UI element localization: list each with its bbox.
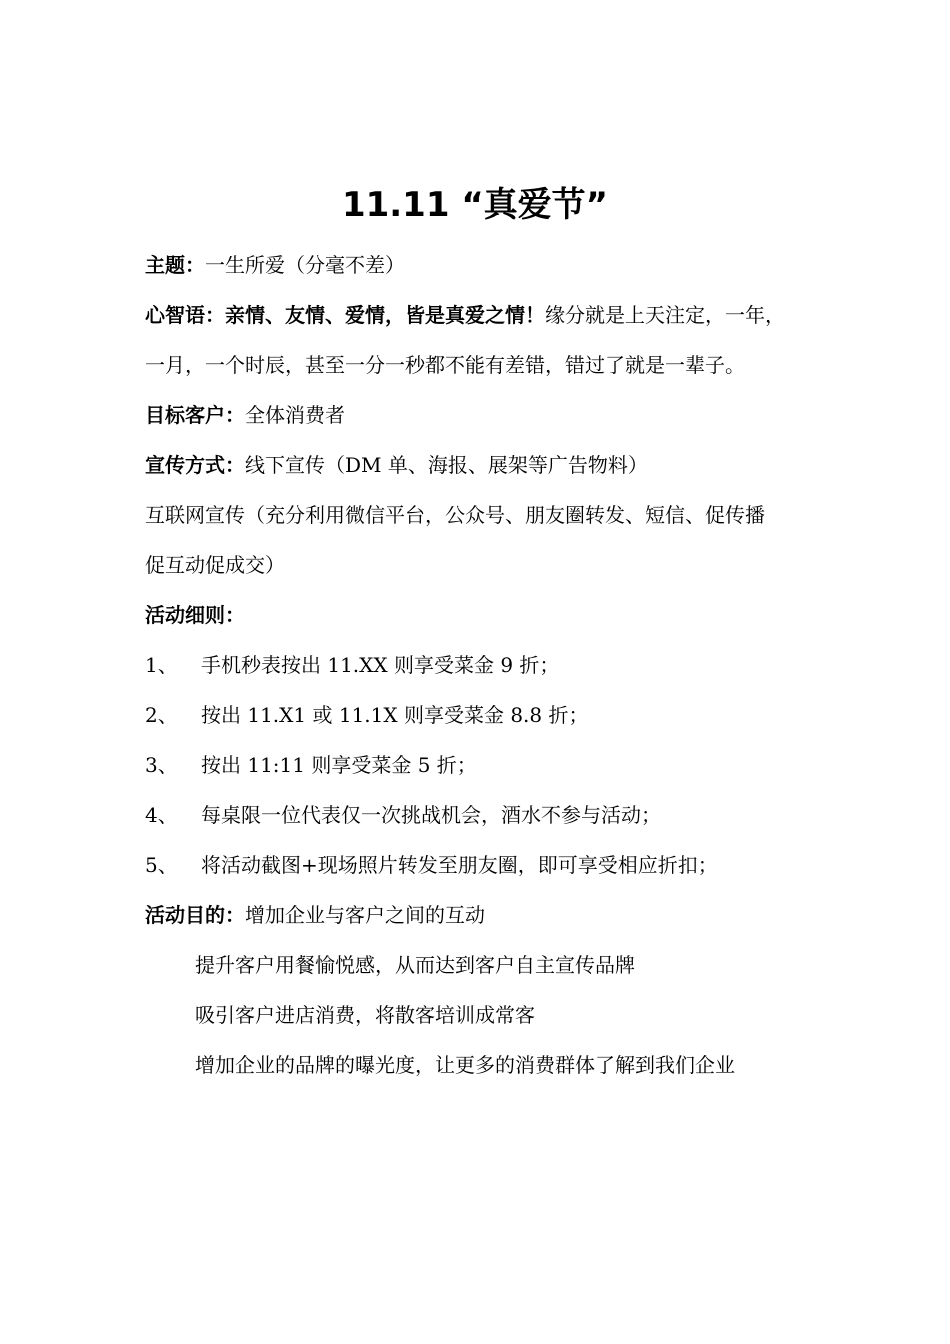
theme-value: 一生所爱（分毫不差） [205,253,405,277]
promotion-online-2: 促互动促成交） [145,553,285,577]
purpose-line [145,900,485,930]
rules-heading [145,600,245,630]
rule-item [145,800,661,830]
target-value: 全体消费者 [245,403,345,427]
motto-label: 心智语：亲情、友情、爱情，皆是真爱之情！ [145,303,545,327]
rule-item [145,750,477,780]
target-label: 目标客户： [145,403,245,427]
purpose-item: 吸引客户进店消费，将散客培训成常客 [195,1003,535,1027]
purpose-line [195,1050,735,1080]
purpose-line [195,1000,535,1030]
rule-number: 3、 [145,753,178,777]
rule-text: 每桌限一位代表仅一次挑战机会，酒水不参与活动； [201,803,661,827]
rule-number: 5、 [145,853,178,877]
theme-line [145,250,405,280]
motto-text-1: 缘分就是上天注定，一年， [545,303,785,327]
promotion-line [145,450,648,480]
purpose-item: 增加企业与客户之间的互动 [245,903,485,927]
purpose-line [195,950,635,980]
promotion-online-line-1 [145,500,765,530]
motto-text-2: 一月，一个时辰，甚至一分一秒都不能有差错，错过了就是一辈子。 [145,353,745,377]
rule-number: 2、 [145,703,178,727]
rule-item [145,700,589,730]
rule-text: 将活动截图+现场照片转发至朋友圈，即可享受相应折扣； [201,853,718,877]
promotion-online-1: 互联网宣传（充分利用微信平台，公众号、朋友圈转发、短信、促传播 [145,503,765,527]
rule-number: 1、 [145,653,178,677]
purpose-item: 提升客户用餐愉悦感，从而达到客户自主宣传品牌 [195,953,635,977]
target-line [145,400,345,430]
document-title: 11.11 “真爱节” [341,185,609,225]
rule-text: 按出 11:11 则享受菜金 5 折； [201,753,477,777]
promotion-label: 宣传方式： [145,453,245,477]
theme-label: 主题： [145,253,205,277]
promotion-online-line-2 [145,550,285,580]
rule-text: 手机秒表按出 11.XX 则享受菜金 9 折； [201,653,560,677]
rule-item [145,850,718,880]
rule-text: 按出 11.X1 或 11.1X 则享受菜金 8.8 折； [201,703,589,727]
rule-item [145,650,559,680]
motto-line-2 [145,350,745,380]
rule-number: 4、 [145,803,178,827]
purpose-label: 活动目的： [145,903,245,927]
purpose-item: 增加企业的品牌的曝光度，让更多的消费群体了解到我们企业 [195,1053,735,1077]
promotion-offline: 线下宣传（DM 单、海报、展架等广告物料） [245,453,648,477]
rules-label: 活动细则： [145,603,245,627]
motto-line-1 [145,300,785,330]
